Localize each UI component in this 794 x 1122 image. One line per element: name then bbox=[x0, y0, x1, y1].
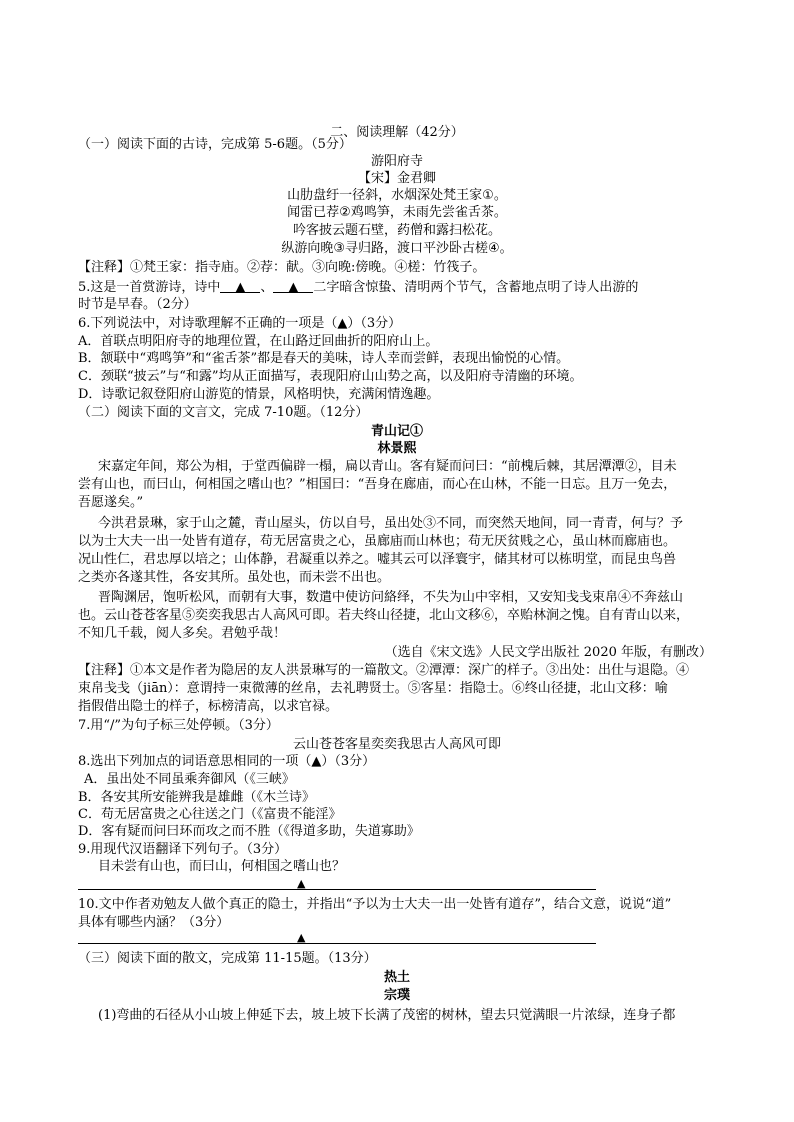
poem-title: 游阳府寺 bbox=[370, 154, 423, 169]
essay-para3-line1: 晋陶渊居，饱听松风，而朝有大事，数遣中使访问絡绎，不失为山中宰相，又安知戋戋束帛④不奔兹山 bbox=[98, 590, 684, 605]
part2-heading: （二）阅读下面的文言文，完成 7-10题。（12分） bbox=[78, 405, 369, 420]
q5-text-b: 、 bbox=[260, 280, 274, 295]
poem-line-3: 吟客披云题石壁，药僧和露扫松花。 bbox=[292, 223, 501, 238]
answer-line-9[interactable] bbox=[78, 889, 596, 890]
q8-option-b: B．各安其所安能辨我是雄雌（《木兰诗》 bbox=[78, 790, 316, 805]
q9-sentence: 目未尝有山也，而曰山，何相国之嗜山也？ bbox=[98, 859, 346, 874]
poem-line-2: 闻雷已荐②鸡鸣笋，未雨先尝雀舌茶。 bbox=[287, 205, 507, 220]
poem-line-1: 山肋盘纡一径斜，水烟深处梵王家①。 bbox=[287, 188, 507, 203]
essay-note-line1: 【注释】①本文是作者为隐居的友人洪景琳写的一篇散文。②潭潭：深广的样子。③出处：出仕与退隐。④ bbox=[78, 663, 690, 678]
q8-option-a: A．虽出处不同虽乘奔御风（《三峡》 bbox=[84, 772, 295, 787]
answer-blank-1[interactable]: ▲ bbox=[220, 279, 260, 293]
q8-option-d: D．客有疑而问曰环而攻之而不胜（《得道多助，失道寡助》 bbox=[78, 824, 420, 839]
essay-source: （选自《宋文选》人民文学出版社 2020 年版，有删改） bbox=[384, 645, 712, 660]
prose-title: 热土 bbox=[383, 970, 410, 985]
q6-option-b: B．颔联中“鸡鸣笋”和“雀舌茶”都是春天的美味，诗人幸而尝鲜，表现出愉悦的心情。 bbox=[78, 351, 570, 366]
question-8: 8.选出下列加点的词语意思相同的一项（▲）（3分） bbox=[78, 754, 376, 769]
question-6: 6.下列说法中，对诗歌理解不正确的一项是（▲）（3分） bbox=[78, 316, 402, 331]
essay-para3-line2: 也。云山苍苍客星⑤奕奕我思古人高风可即。若夫终山径捷，北山文移⑥，卒贻林涧之愧。自有青山以来， bbox=[78, 608, 690, 623]
prose-author: 宗璞 bbox=[383, 988, 410, 1003]
q8-option-c: C．苟无居富贵之心往送之门（《富贵不能淫》 bbox=[78, 807, 342, 822]
q7-sentence: 云山苍苍客星奕奕我思古人高风可即 bbox=[292, 737, 501, 752]
essay-note-line2: 束帛戋戋（jiān）：意谓持一束微薄的丝帛，去礼聘贤士。⑤客星：指隐士。⑥终山径捷，北山文移：喻 bbox=[78, 681, 668, 696]
q6-option-c: C．颈联“披云”与“和露”均从正面描写，表现阳府山山势之高，以及阳府寺清幽的环境。 bbox=[78, 369, 583, 384]
answer-line-marker-10[interactable]: ▲ bbox=[297, 931, 306, 944]
question-9: 9.用现代汉语翻译下列句子。（3分） bbox=[78, 842, 288, 857]
essay-para1-line2: 尝有山也，而曰山，何相国之嗜山也？”相国曰：“吾身在廊庙，而心在山林，不能一日忘。且万一免去， bbox=[78, 477, 677, 492]
essay-para2-line1: 今洪君景琳，家于山之麓，青山屋头，仿以自号，虽出处③不同，而突然天地间，同一青青，何与？予 bbox=[98, 516, 684, 531]
essay-author: 林景熙 bbox=[377, 441, 417, 456]
q5-text-d: 时节是早春。（2分） bbox=[78, 297, 197, 312]
answer-blank-2[interactable]: ▲ bbox=[273, 279, 313, 293]
section-title: 二、阅读理解（42分） bbox=[330, 125, 464, 140]
essay-para2-line4: 之类亦各遂其性，各安其所。虽处也，而未尝不出也。 bbox=[78, 570, 391, 585]
essay-para2-line3: 况山性仁，君忠厚以培之；山体静，君凝重以养之。嘘其云可以泽寰宇，储其材可以栋明堂，而昆虫鸟兽 bbox=[78, 552, 677, 567]
question-5 bbox=[78, 279, 638, 296]
essay-para2-line2: 以为士大夫一出一处皆有道存，苟无居富贵之心，虽廊庙而山林也；苟无厌贫贱之心，虽山林而廊庙也。 bbox=[78, 534, 677, 549]
essay-para1-line1: 宋嘉定年间，郑公为相，于堂西偏辟一榻，扁以青山。客有疑而问曰：“前槐后棘，其居潭潭②，目未 bbox=[98, 459, 677, 474]
q6-option-d: D．诗歌记叙登阳府山游览的情景，风格明快，充满闲情逸趣。 bbox=[78, 387, 440, 402]
poem-line-4: 纵游向晚③寻归路，渡口平沙卧古槎④。 bbox=[281, 241, 513, 256]
part3-heading: （三）阅读下面的散文，完成第 11-15题。（13分） bbox=[78, 951, 377, 966]
q5-text-c: 二字暗含惊蛰、清明两个节气，含蓄地点明了诗人出游的 bbox=[313, 280, 639, 295]
essay-para3-line3: 不知几千载，阅人多矣。君勉乎哉！ bbox=[78, 626, 287, 641]
part1-heading: （一）阅读下面的古诗，完成第 5-6题。（5分） bbox=[78, 137, 352, 152]
poem-author: 【宋】金君卿 bbox=[357, 171, 436, 186]
question-10-line1: 10.文中作者劝勉友人做个真正的隐士，并指出“予以为士大夫一出一处皆有道存”，结合文意，说说“道” bbox=[78, 897, 672, 912]
essay-para1-line3: 吾愿遂矣。” bbox=[78, 495, 144, 510]
q5-text-a: 5.这是一首赏游诗，诗中 bbox=[78, 280, 221, 295]
poem-note: 【注释】①梵王家：指寺庙。②荐：献。③向晚:傍晚。④槎：竹筏子。 bbox=[78, 260, 486, 275]
answer-line-marker-9[interactable]: ▲ bbox=[297, 877, 306, 890]
answer-line-10[interactable] bbox=[78, 943, 596, 944]
question-10-line2: 具体有哪些内涵？（3分） bbox=[78, 915, 230, 930]
essay-note-line3: 指假借出隐士的样子，标榜清高，以求官禄。 bbox=[78, 699, 339, 714]
prose-para1-line1: (1)弯曲的石径从小山坡上伸延下去，坡上坡下长满了茂密的树林，望去只觉满眼一片浓绿，连身子都 bbox=[98, 1008, 676, 1023]
essay-title: 青山记① bbox=[370, 424, 423, 439]
q6-option-a: A．首联点明阳府寺的地理位置，在山路迂回曲折的阳府山上。 bbox=[78, 334, 439, 349]
question-7: 7.用“/”为句子标三处停顿。（3分） bbox=[78, 718, 279, 733]
